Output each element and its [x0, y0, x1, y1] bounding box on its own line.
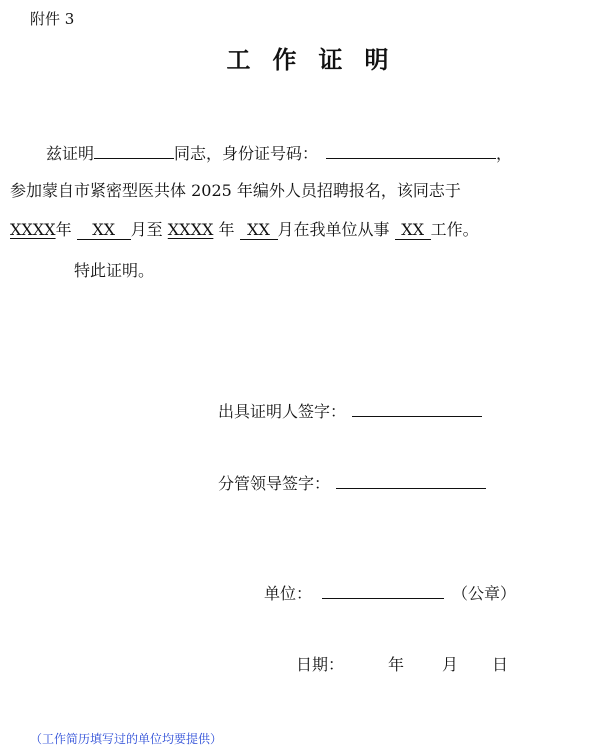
date-day-char: 日 — [492, 655, 509, 674]
date-row — [296, 654, 508, 676]
start-month: XX — [77, 221, 131, 240]
date-year-char: 年 — [388, 655, 405, 674]
certify-suffix: ， — [496, 144, 513, 163]
work-period-line — [10, 219, 479, 241]
seal-label: （公章） — [452, 584, 517, 603]
work-at-text: 月在我单位从事 — [277, 220, 390, 239]
issuer-signature-row — [218, 398, 482, 423]
hereby-certify-line: 特此证明。 — [74, 261, 155, 280]
certify-line — [46, 140, 512, 165]
leader-signature-label: 分管领导签字： — [218, 474, 331, 493]
date-month-char: 月 — [442, 655, 459, 674]
unit-blank[interactable] — [322, 580, 444, 599]
footnote: （工作简历填写过的单位均要提供） — [30, 732, 223, 746]
recruitment-line: 参加蒙自市紧密型医共体 2025 年编外人员招聘报名，该同志于 — [10, 181, 461, 200]
unit-row — [264, 580, 516, 605]
leader-signature-blank[interactable] — [336, 470, 486, 489]
start-year-char: 年 — [55, 220, 72, 239]
attachment-label: 附件 3 — [30, 10, 75, 28]
document-title: 工作证明 — [226, 45, 411, 74]
unit-label: 单位： — [264, 584, 313, 603]
work-end-text: 工作。 — [430, 220, 479, 239]
issuer-signature-blank[interactable] — [352, 398, 482, 417]
certify-prefix: 兹证明 — [46, 144, 95, 163]
leader-signature-row — [218, 470, 486, 495]
issuer-signature-label: 出具证明人签字： — [218, 402, 347, 421]
certify-mid: 同志，身份证号码： — [174, 144, 319, 163]
date-label: 日期： — [296, 655, 345, 674]
id-number-blank[interactable] — [326, 140, 496, 159]
start-year: XXXX — [10, 220, 56, 239]
job-type: XX — [395, 221, 431, 240]
month-to-text: 月至 — [130, 220, 163, 239]
name-blank[interactable] — [94, 140, 174, 159]
end-year-char: 年 — [218, 220, 235, 239]
end-year: XXXX — [167, 220, 214, 239]
end-month: XX — [240, 221, 278, 240]
